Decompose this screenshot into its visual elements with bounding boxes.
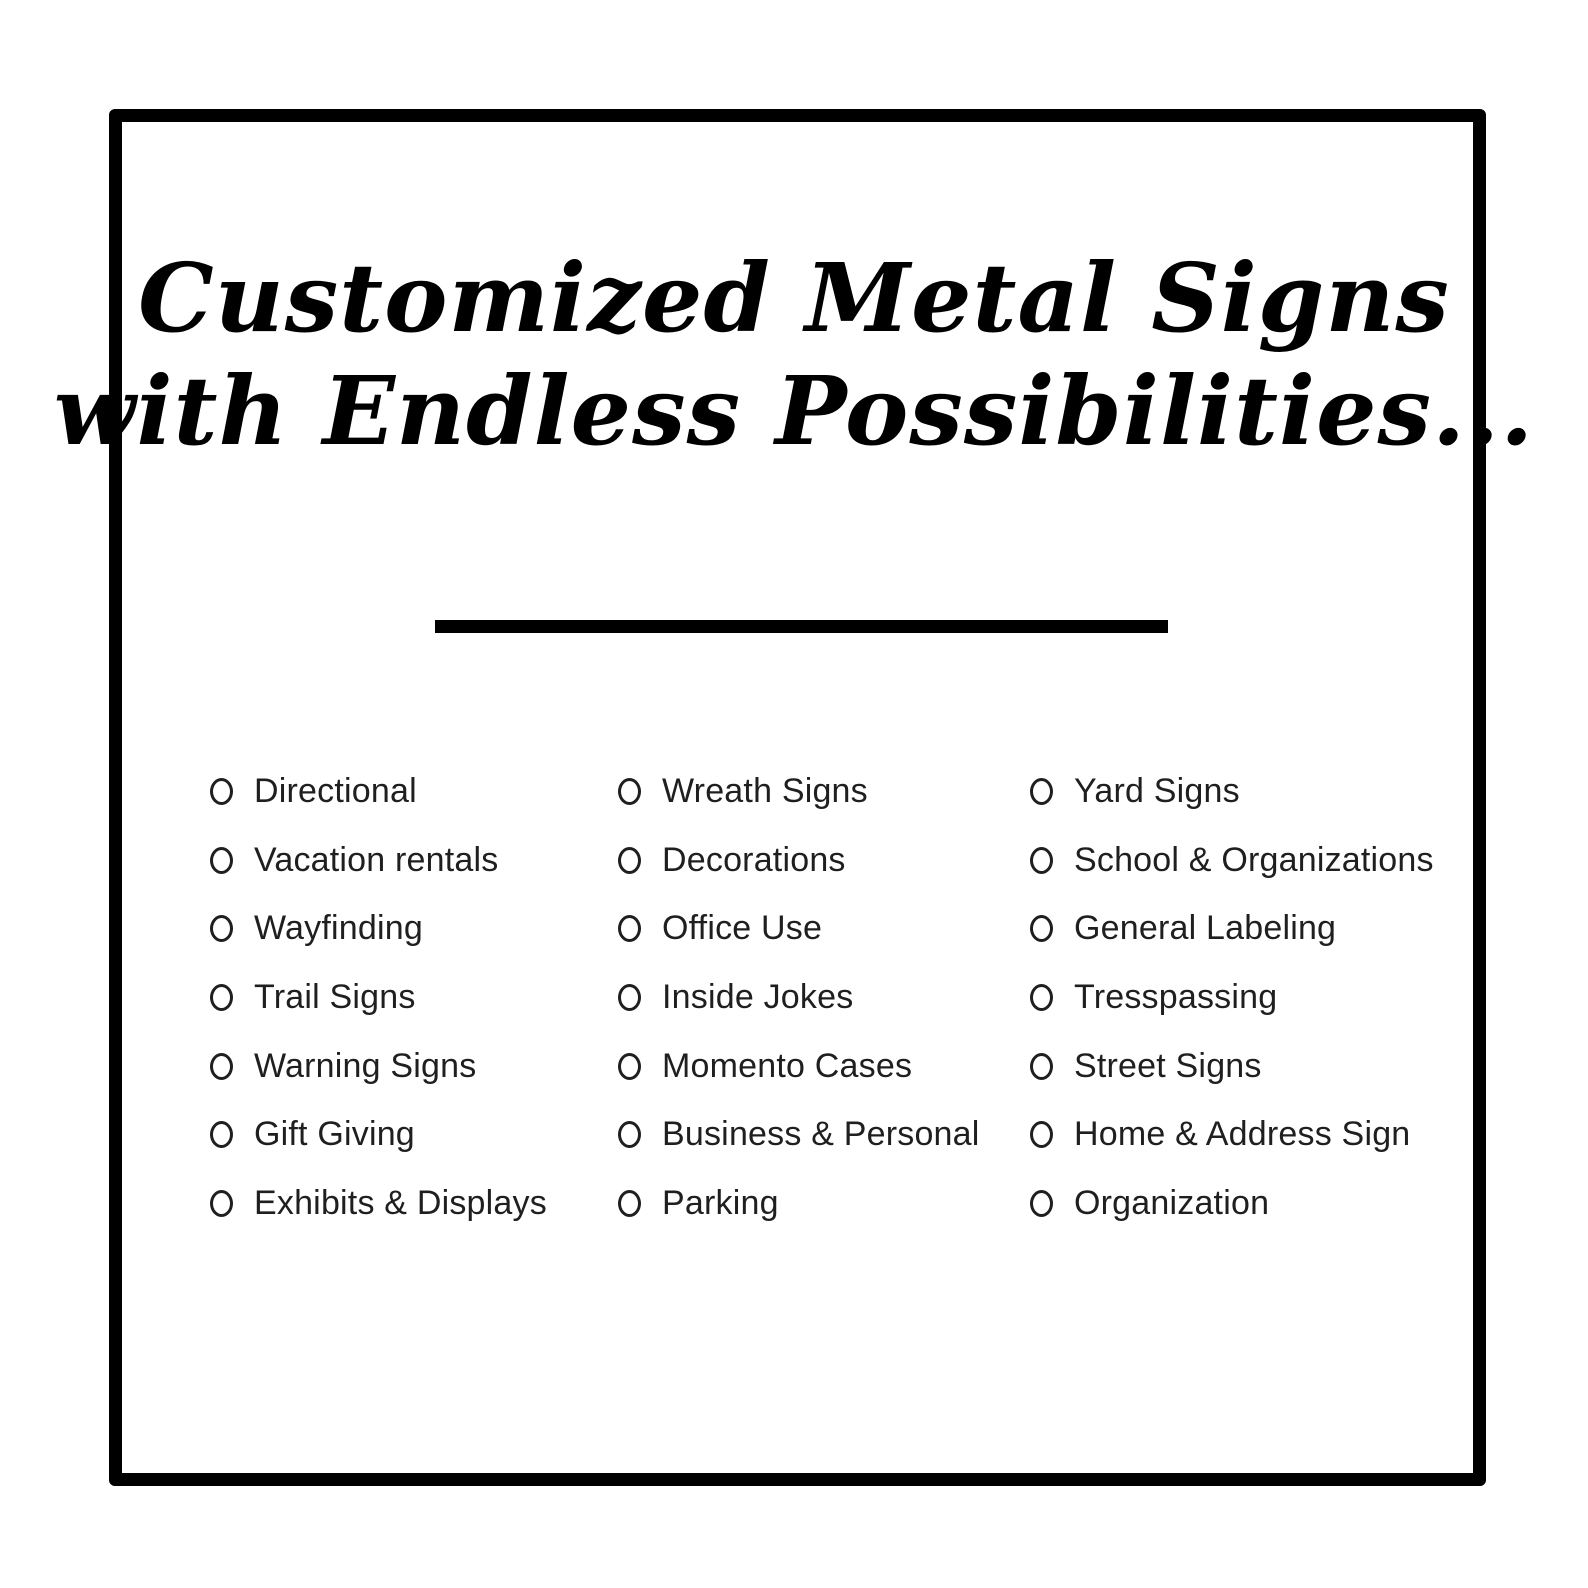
- circle-bullet-icon: [210, 1053, 233, 1080]
- list-item-label: Gift Giving: [254, 1115, 415, 1154]
- circle-bullet-icon: [618, 1190, 641, 1217]
- list-item: [618, 963, 980, 1032]
- circle-bullet-icon: [618, 1053, 641, 1080]
- list-item-label: Yard Signs: [1074, 771, 1240, 810]
- list-item-label: Vacation rentals: [254, 840, 499, 879]
- circle-bullet-icon: [1030, 778, 1053, 805]
- list-item-label: Wayfinding: [254, 909, 423, 948]
- circle-bullet-icon: [210, 984, 233, 1011]
- list-item: [210, 963, 547, 1032]
- list-item-label: Business & Personal: [662, 1115, 980, 1154]
- list-column-3: [1030, 757, 1434, 1238]
- list-item-label: Directional: [254, 771, 417, 810]
- circle-bullet-icon: [1030, 847, 1053, 874]
- list-item: [1030, 1169, 1434, 1238]
- circle-bullet-icon: [1030, 915, 1053, 942]
- list-column-2: [618, 757, 980, 1238]
- list-item-label: Warning Signs: [254, 1046, 477, 1085]
- list-item: [1030, 826, 1434, 895]
- list-item: [618, 826, 980, 895]
- list-item: [210, 1100, 547, 1169]
- list-item: [618, 757, 980, 826]
- circle-bullet-icon: [618, 1121, 641, 1148]
- list-item-label: Organization: [1074, 1183, 1270, 1222]
- list-item: [210, 1169, 547, 1238]
- list-item-label: Tresspassing: [1074, 977, 1278, 1016]
- list-item: [1030, 1032, 1434, 1101]
- list-item: [210, 894, 547, 963]
- list-item-label: Home & Address Sign: [1074, 1115, 1411, 1154]
- list-item-label: Momento Cases: [662, 1046, 913, 1085]
- list-item-label: Parking: [662, 1183, 779, 1222]
- circle-bullet-icon: [618, 778, 641, 805]
- list-item: [618, 894, 980, 963]
- heading-line-2: with Endless Possibilities...: [53, 356, 1535, 467]
- poster-heading: [0, 242, 1588, 468]
- list-item-label: Wreath Signs: [662, 771, 868, 810]
- list-item: [210, 757, 547, 826]
- list-item-label: Inside Jokes: [662, 977, 854, 1016]
- circle-bullet-icon: [618, 915, 641, 942]
- list-item-label: General Labeling: [1074, 909, 1337, 948]
- circle-bullet-icon: [618, 847, 641, 874]
- list-item-label: Office Use: [662, 909, 823, 948]
- circle-bullet-icon: [1030, 1053, 1053, 1080]
- list-column-1: [210, 757, 547, 1238]
- list-item: [618, 1169, 980, 1238]
- list-item: [1030, 1100, 1434, 1169]
- list-item-label: School & Organizations: [1074, 840, 1434, 879]
- circle-bullet-icon: [1030, 984, 1053, 1011]
- list-item-label: Street Signs: [1074, 1046, 1262, 1085]
- list-item-label: Trail Signs: [254, 977, 416, 1016]
- heading-divider: [435, 620, 1168, 633]
- list-item: [1030, 894, 1434, 963]
- circle-bullet-icon: [1030, 1121, 1053, 1148]
- circle-bullet-icon: [210, 915, 233, 942]
- circle-bullet-icon: [1030, 1190, 1053, 1217]
- list-item: [1030, 963, 1434, 1032]
- list-item: [618, 1032, 980, 1101]
- circle-bullet-icon: [210, 1190, 233, 1217]
- list-item-label: Decorations: [662, 840, 846, 879]
- list-item: [210, 1032, 547, 1101]
- circle-bullet-icon: [210, 778, 233, 805]
- list-item: [210, 826, 547, 895]
- list-item: [1030, 757, 1434, 826]
- circle-bullet-icon: [210, 847, 233, 874]
- heading-line-1: Customized Metal Signs: [138, 243, 1450, 354]
- circle-bullet-icon: [618, 984, 641, 1011]
- list-item-label: Exhibits & Displays: [254, 1183, 547, 1222]
- list-item: [618, 1100, 980, 1169]
- circle-bullet-icon: [210, 1121, 233, 1148]
